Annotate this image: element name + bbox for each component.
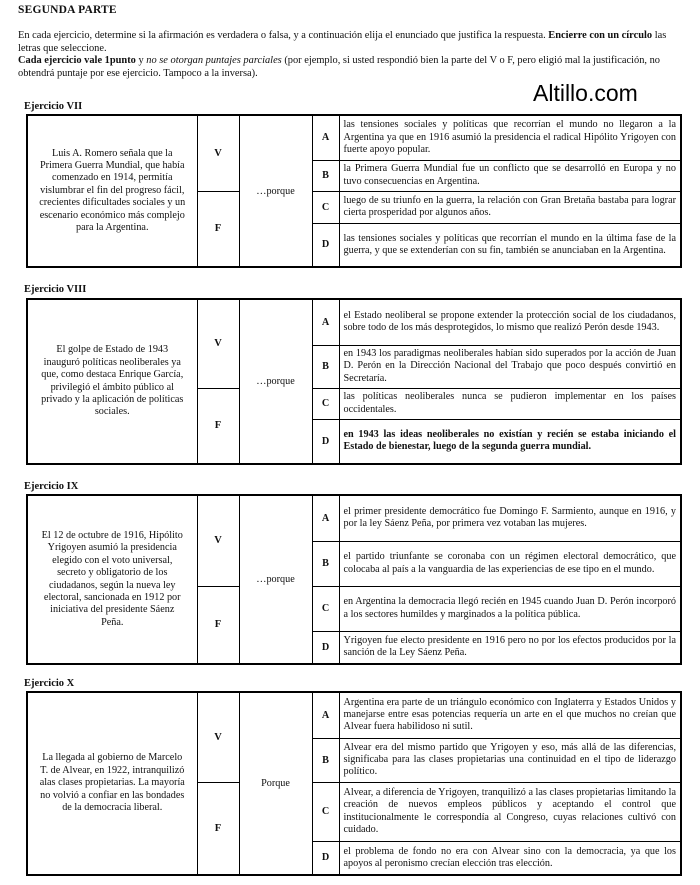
option-letter[interactable]: C bbox=[312, 782, 339, 841]
scoring-bold: Cada ejercicio vale 1punto bbox=[18, 55, 136, 67]
option-text: Argentina era parte de un triángulo económico con Inglaterra y Estados Unidos y manejarse entre esas potencias requería un arte en el que muchos no creían que Alvear fuera habilidoso ni sutil. bbox=[339, 692, 681, 738]
option-text: Alvear, a diferencia de Yrigoyen, tranquilizó a las clases propietarias limitando la creación de nuevos empleos públicos y aceptando el control que institucionalmente le correspondía al Congreso, cuyas relaciones cultivó con cuidado. bbox=[339, 782, 681, 841]
option-letter[interactable]: B bbox=[312, 541, 339, 586]
section-title: SEGUNDA PARTE bbox=[18, 4, 117, 16]
watermark-logo: Altillo.com bbox=[533, 80, 638, 106]
option-letter[interactable]: C bbox=[312, 191, 339, 223]
option-text: en Argentina la democracia llegó recién en 1945 cuando Juan D. Perón incorporó a los sectores humildes y marginados a la política pública. bbox=[339, 586, 681, 631]
option-letter[interactable]: A bbox=[312, 495, 339, 541]
option-text: el Estado neoliberal se propone extender la protección social de los ciudadanos, sobre todo de los más desprotegidos, lo mismo que realizó Perón desde 1943. bbox=[339, 299, 681, 345]
true-option[interactable]: V bbox=[197, 115, 239, 191]
false-option[interactable]: F bbox=[197, 782, 239, 875]
exercise-statement: El golpe de Estado de 1943 inauguró políticas neoliberales ya que, como destaca Enrique García, privilegió el ámbito público al privado y la aplicación de políticas sociales. bbox=[27, 299, 197, 464]
option-text: las tensiones sociales y políticas que recorrían el mundo no llegaron a la Argentina ya que en 1916 asumió la presidencia el radical Hipólito Yrigoyen con fuerte apoyo popular. bbox=[339, 115, 681, 160]
option-text: en 1943 las ideas neoliberales no existían y recién se estaba iniciando el Estado de bienestar, luego de la segunda guerra mundial. bbox=[339, 419, 681, 464]
option-letter[interactable]: D bbox=[312, 223, 339, 267]
option-letter[interactable]: C bbox=[312, 586, 339, 631]
scoring-italic: no se otorgan puntajes parciales bbox=[146, 55, 282, 67]
exercise-table bbox=[26, 298, 682, 465]
option-text: el problema de fondo no era con Alvear sino con la democracia, ya que los apoyos al peronismo crecían elección tras elección. bbox=[339, 841, 681, 875]
option-text: las tensiones sociales y políticas que recorrían el mundo en la última fase de la guerra, y que se extenderían con su fin, también se anunciaban en la Argentina. bbox=[339, 223, 681, 267]
connector-porque: …porque bbox=[239, 299, 312, 464]
instructions-bold: Encierre con un círculo bbox=[548, 30, 653, 41]
false-option[interactable]: F bbox=[197, 388, 239, 464]
connector-porque: …porque bbox=[239, 115, 312, 267]
option-text: el primer presidente democrático fue Domingo F. Sarmiento, aunque en 1916, y por la ley Sáenz Peña, por primera vez votaban las mujeres. bbox=[339, 495, 681, 541]
option-letter[interactable]: C bbox=[312, 388, 339, 419]
exercise-statement: El 12 de octubre de 1916, Hipólito Yrigoyen asumió la presidencia elegido con el voto universal, secreto y obligatorio de los ciudadanos, según la nueva ley electoral, sancionada en 1912 por iniciativa del presidente Sáenz Peña. bbox=[27, 495, 197, 664]
option-letter[interactable]: A bbox=[312, 692, 339, 738]
option-text: Alvear era del mismo partido que Yrigoyen y eso, más allá de las diferencias, significaba para las clases propietarias una continuidad en el tipo de liderazgo político. bbox=[339, 738, 681, 782]
exercise-table bbox=[26, 494, 682, 665]
option-letter[interactable]: A bbox=[312, 115, 339, 160]
option-text: la Primera Guerra Mundial fue un conflicto que se desarrolló en Europa y no tuvo consecuencias en Argentina. bbox=[339, 160, 681, 191]
option-letter[interactable]: D bbox=[312, 631, 339, 664]
instructions-text-end: las letras que seleccione. bbox=[18, 30, 667, 54]
false-option[interactable]: F bbox=[197, 191, 239, 267]
exercise-statement: La llegada al gobierno de Marcelo T. de Alvear, en 1922, intranquilizó alas clases propietarias. La mayoría no volvió a confiar en las bondades de la democracia liberal. bbox=[27, 692, 197, 875]
exercise-title: Ejercicio VIII bbox=[24, 284, 87, 295]
option-text: luego de su triunfo en la guerra, la relación con Gran Bretaña bastaba para lograr cierta prosperidad por algunos años. bbox=[339, 191, 681, 223]
option-letter[interactable]: B bbox=[312, 345, 339, 388]
instructions-text: En cada ejercicio, determine si la afirmación es verdadera o falsa, y a continuación elija el enunciado que justifica la respuesta. bbox=[18, 30, 546, 41]
true-option[interactable]: V bbox=[197, 692, 239, 782]
option-letter[interactable]: A bbox=[312, 299, 339, 345]
exercise-table bbox=[26, 114, 682, 268]
connector-porque: …porque bbox=[239, 495, 312, 664]
option-letter[interactable]: D bbox=[312, 841, 339, 875]
exercise-title: Ejercicio VII bbox=[24, 101, 83, 112]
option-letter[interactable]: D bbox=[312, 419, 339, 464]
scoring-and: y bbox=[138, 55, 144, 67]
false-option[interactable]: F bbox=[197, 586, 239, 664]
option-letter[interactable]: B bbox=[312, 738, 339, 782]
exercise-statement: Luis A. Romero señala que la Primera Guerra Mundial, que había comenzado en 1914, permitía vislumbrar el fin del progreso fácil, crecientes dificultades sociales y un escenario económico más complejo para la Argentina. bbox=[27, 115, 197, 267]
true-option[interactable]: V bbox=[197, 299, 239, 388]
exercise-title: Ejercicio X bbox=[24, 678, 75, 689]
exercise-title: Ejercicio IX bbox=[24, 481, 79, 492]
true-option[interactable]: V bbox=[197, 495, 239, 586]
option-text: el partido triunfante se coronaba con un régimen electoral democrático, que colocaba al país a la vanguardia de las experiencias de ese tipo en el mundo. bbox=[339, 541, 681, 586]
option-text: las políticas neoliberales nunca se pudieron implementar en los países occidentales. bbox=[339, 388, 681, 419]
instructions bbox=[18, 30, 690, 80]
option-text: Yrigoyen fue electo presidente en 1916 pero no por los efectos producidos por la sanción de la Ley Sáenz Peña. bbox=[339, 631, 681, 664]
option-text: en 1943 los paradigmas neoliberales habían sido superados por la acción de Juan D. Perón en la Dirección Nacional del Trabajo que poco después convirtió en Secretaría. bbox=[339, 345, 681, 388]
exercise-table bbox=[26, 691, 682, 876]
scoring-text: (por ejemplo, si usted respondió bien la parte del V o F, pero eligió mal la justificación, no obtendrá puntaje por ese ejercicio. Tampoco a la inversa). bbox=[18, 55, 660, 79]
option-letter[interactable]: B bbox=[312, 160, 339, 191]
connector-porque: Porque bbox=[239, 692, 312, 875]
